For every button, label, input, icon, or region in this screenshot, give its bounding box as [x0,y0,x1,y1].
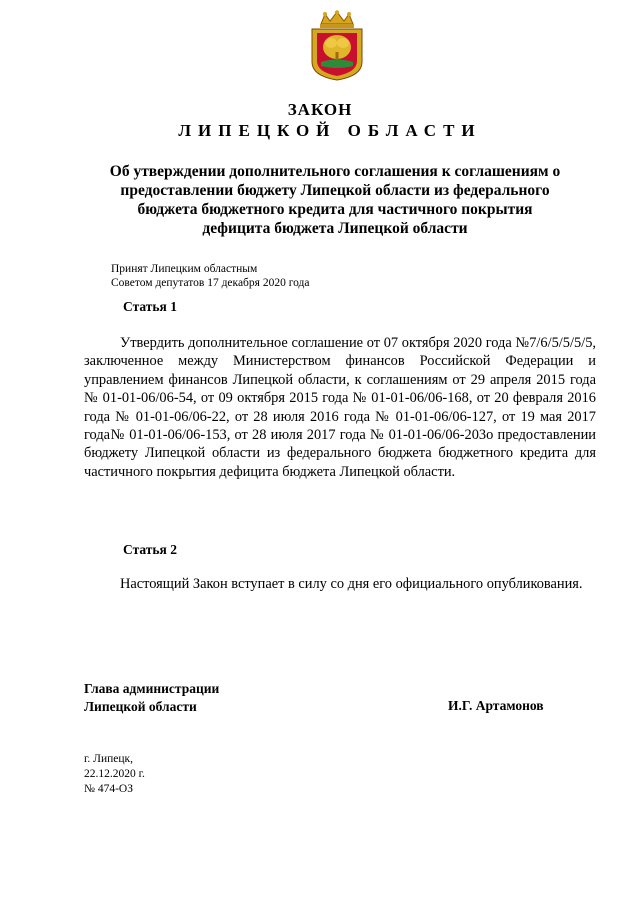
adoption-note [111,262,310,290]
adoption-line: Советом депутатов 17 декабря 2020 года [111,277,310,289]
signatory-position [84,680,219,716]
title-line: дефицита бюджета Липецкой области [202,220,468,237]
signatory-name: И.Г. Артамонов [448,698,544,713]
article-1-text: Утвердить дополнительное соглашение от 07 октября 2020 года №7/6/5/5/5/5, заключенное между Министерством финансов Российской Федерации и управлением финансов Липецкой области, к соглашениям от 29 апреля 2015 года № 01-01-06/06-54, от 09 октября 2015 года № 01-01-06/06-168, от 20 февраля 2016 года № 01-01-06/06-22, от 28 июля 2016 года № 01-01-06/06-127, от 19 мая 2017 года№ 01-01-06/06-153, от 28 июля 2017 года № 01-01-06/06-203о предоставлении бюджету Липецкой области из федерального бюджета бюджетного кредита для частичного покрытия дефицита бюджета Липецкой области. [84,335,596,480]
signatory-position-line: Липецкой области [84,699,197,714]
article-1-heading: Статья 1 [123,299,177,314]
document-footer [84,752,145,797]
signatory-position-line: Глава администрации [84,681,220,696]
article-2-text: Настоящий Закон вступает в силу со дня его официального опубликования. [120,576,583,592]
coat-of-arms-icon [309,10,365,82]
region-heading: ЛИПЕЦКОЙ ОБЛАСТИ [178,121,482,140]
adoption-line: Принят Липецким областным [111,263,258,275]
title-line: предоставлении бюджету Липецкой области из федерального [120,182,550,199]
footer-number: № 474-ОЗ [84,783,133,795]
footer-date: 22.12.2020 г. [84,768,145,780]
title-line: Об утверждении дополнительного соглашения к соглашениям о [109,163,561,180]
document-title [82,162,588,238]
document-type-heading: ЗАКОН [287,100,353,119]
article-2-heading: Статья 2 [123,542,177,557]
title-line: бюджета бюджетного кредита для частичного покрытия [137,201,533,218]
footer-place: г. Липецк, [84,753,133,765]
